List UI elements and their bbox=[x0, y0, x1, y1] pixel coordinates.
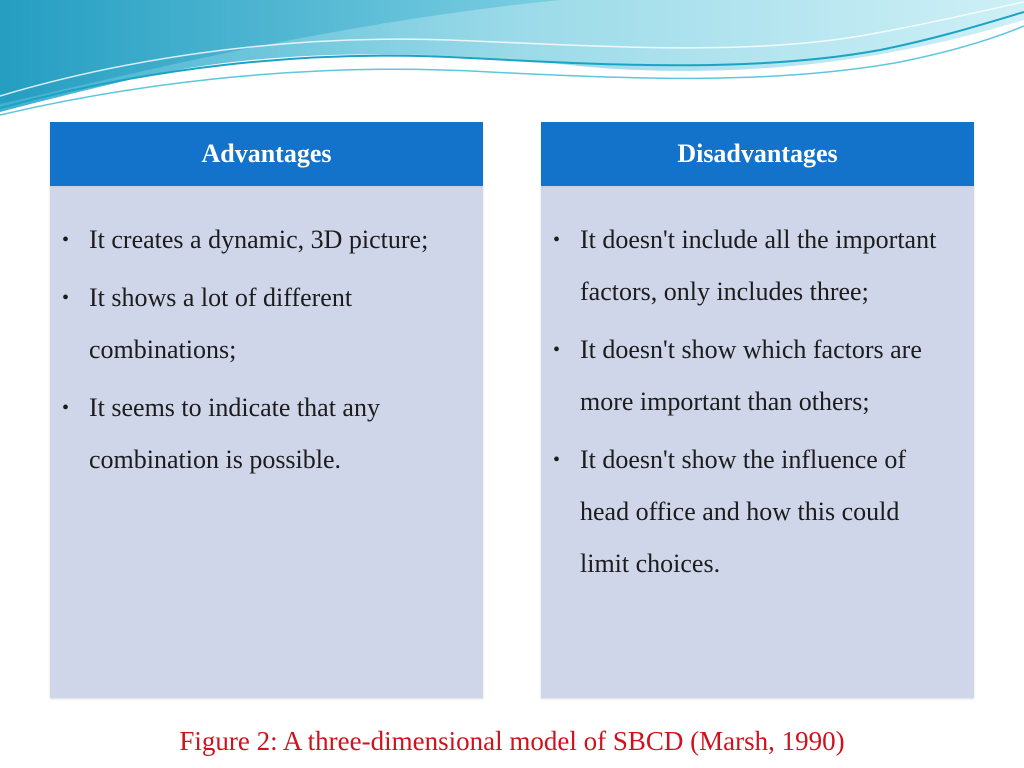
advantage-item bbox=[62, 272, 459, 376]
bullet-icon: • bbox=[62, 287, 70, 309]
advantage-item bbox=[62, 382, 459, 486]
disadvantage-text: It doesn't include all the important factors, only includes three; bbox=[580, 225, 937, 306]
advantage-text: It seems to indicate that any combination is possible. bbox=[89, 393, 380, 474]
disadvantages-panel bbox=[541, 122, 974, 698]
advantage-item bbox=[62, 214, 459, 266]
bullet-icon: • bbox=[553, 339, 561, 361]
disadvantage-item bbox=[553, 214, 950, 318]
disadvantage-item bbox=[553, 434, 950, 590]
advantages-panel bbox=[50, 122, 483, 698]
decorative-wave-banner bbox=[0, 0, 1024, 120]
advantage-text: It shows a lot of different combinations; bbox=[89, 283, 353, 364]
bullet-icon: • bbox=[62, 229, 70, 251]
bullet-icon: • bbox=[553, 229, 561, 251]
advantage-text: It creates a dynamic, 3D picture; bbox=[89, 225, 429, 254]
disadvantage-text: It doesn't show the influence of head office and how this could limit choices. bbox=[580, 445, 906, 578]
figure-caption: Figure 2: A three-dimensional model of SBCD (Marsh, 1990) bbox=[179, 726, 845, 756]
disadvantages-list bbox=[541, 188, 974, 590]
advantages-list bbox=[50, 188, 483, 486]
advantages-heading: Advantages bbox=[50, 122, 483, 188]
bullet-icon: • bbox=[62, 397, 70, 419]
disadvantage-text: It doesn't show which factors are more important than others; bbox=[580, 335, 922, 416]
disadvantage-item bbox=[553, 324, 950, 428]
bullet-icon: • bbox=[553, 449, 561, 471]
disadvantages-heading: Disadvantages bbox=[541, 122, 974, 188]
